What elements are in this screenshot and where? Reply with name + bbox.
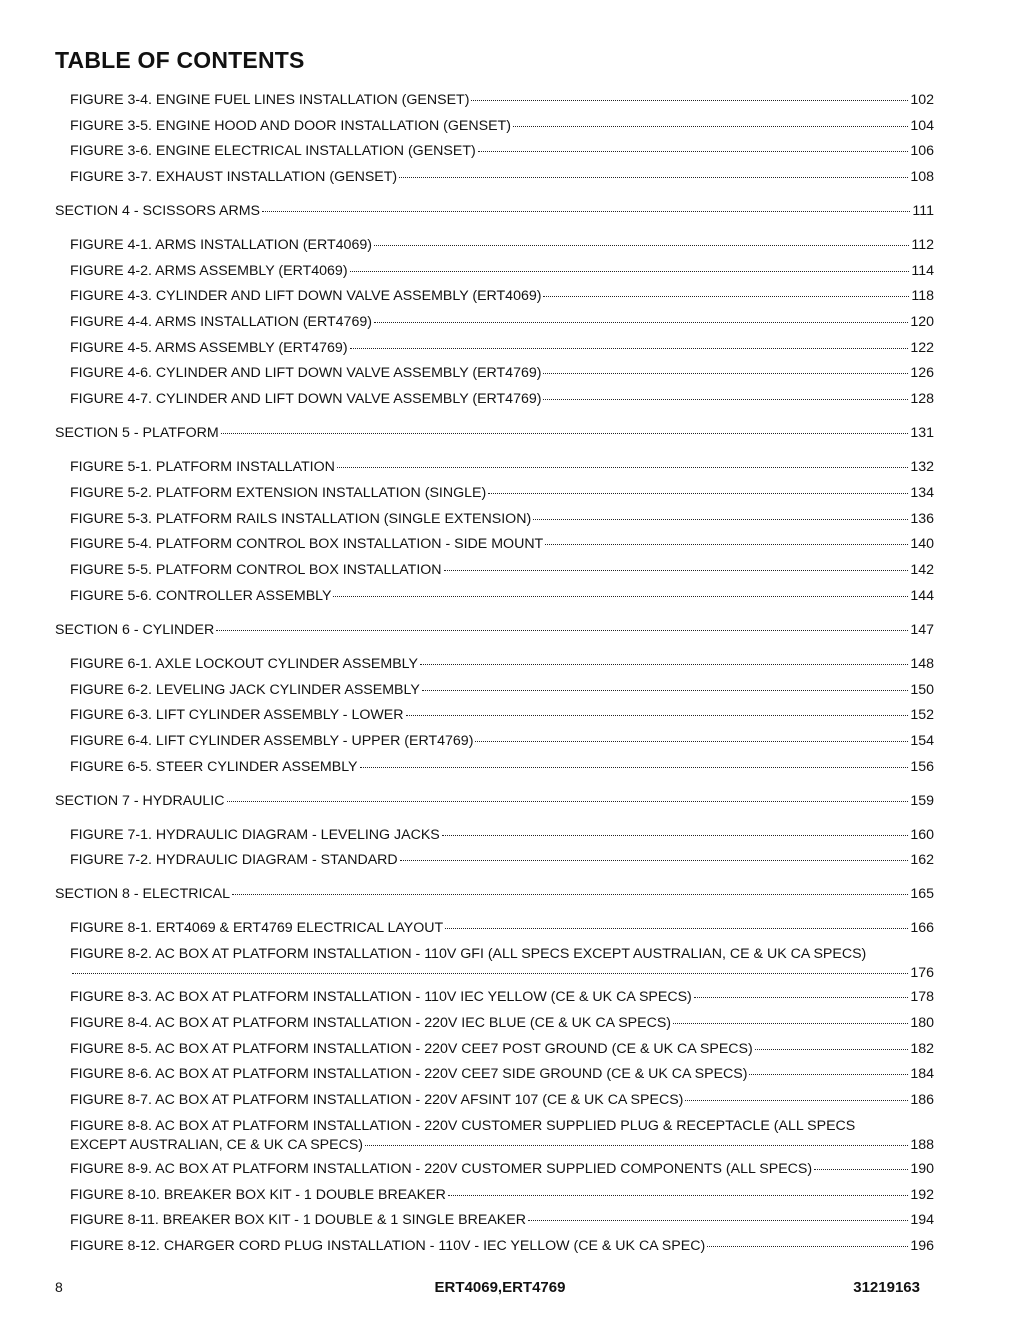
dot-leader <box>262 211 910 212</box>
toc-figure-entry[interactable] <box>70 168 934 186</box>
dot-leader <box>749 1074 908 1075</box>
toc-entry-page: 196 <box>910 1238 934 1254</box>
dot-leader <box>528 1220 908 1221</box>
toc-entry-title: FIGURE 5-1. PLATFORM INSTALLATION <box>70 459 335 475</box>
dot-leader <box>400 860 909 861</box>
toc-figure-entry[interactable] <box>70 851 934 869</box>
toc-figure-entry[interactable] <box>70 1211 934 1229</box>
dot-leader <box>471 100 908 101</box>
toc-figure-entry[interactable] <box>70 1117 934 1155</box>
dot-leader <box>543 373 908 374</box>
toc-entry-page: 182 <box>910 1041 934 1057</box>
toc-figure-entry[interactable] <box>70 91 934 109</box>
toc-entry-title: FIGURE 8-12. CHARGER CORD PLUG INSTALLATION - 110V - IEC YELLOW (CE & UK CA SPEC) <box>70 1238 706 1254</box>
toc-figure-entry[interactable] <box>70 236 934 254</box>
toc-entry-title: SECTION 5 - PLATFORM <box>55 425 219 441</box>
dot-leader <box>543 296 909 297</box>
toc-section-entry[interactable] <box>55 424 934 442</box>
dot-leader <box>755 1049 909 1050</box>
dot-leader <box>420 664 908 665</box>
toc-entry-page: 140 <box>910 536 934 552</box>
toc-entry-title: FIGURE 7-1. HYDRAULIC DIAGRAM - LEVELING JACKS <box>70 827 440 843</box>
toc-entry-title: FIGURE 8-9. AC BOX AT PLATFORM INSTALLATION - 220V CUSTOMER SUPPLIED COMPONENTS (ALL SPECS) <box>70 1161 813 1177</box>
page-number: 8 <box>55 1279 63 1295</box>
toc-entry-page: 178 <box>910 989 934 1005</box>
toc-entry-page: 192 <box>910 1187 934 1203</box>
toc-entry-title-continued: EXCEPT AUSTRALIAN, CE & UK CA SPECS) <box>70 1137 364 1153</box>
toc-entry-title: FIGURE 3-4. ENGINE FUEL LINES INSTALLATION (GENSET) <box>70 92 470 108</box>
toc-figure-entry[interactable] <box>70 655 934 673</box>
toc-entry-page: 148 <box>910 656 934 672</box>
toc-section-entry[interactable] <box>55 885 934 903</box>
toc-entry-title: FIGURE 8-3. AC BOX AT PLATFORM INSTALLATION - 110V IEC YELLOW (CE & UK CA SPECS) <box>70 989 692 1005</box>
toc-entry-page: 136 <box>910 511 934 527</box>
toc-entry-page: 120 <box>910 314 934 330</box>
toc-figure-entry[interactable] <box>70 339 934 357</box>
toc-entry-page: 176 <box>910 965 934 981</box>
toc-entry-title: FIGURE 3-7. EXHAUST INSTALLATION (GENSET) <box>70 169 398 185</box>
toc-entry-page: 122 <box>910 340 934 356</box>
toc-entry-title: FIGURE 8-10. BREAKER BOX KIT - 1 DOUBLE BREAKER <box>70 1187 446 1203</box>
toc-figure-entry[interactable] <box>70 390 934 408</box>
toc-entry-page: 186 <box>910 1092 934 1108</box>
toc-figure-entry[interactable] <box>70 1040 934 1058</box>
toc-entry-page: 150 <box>910 682 934 698</box>
toc-entry-page: 132 <box>910 459 934 475</box>
toc-entry-page: 194 <box>910 1212 934 1228</box>
toc-entry-page: 108 <box>910 169 934 185</box>
dot-leader <box>707 1246 908 1247</box>
toc-figure-entry[interactable] <box>70 919 934 937</box>
toc-figure-entry[interactable] <box>70 364 934 382</box>
dot-leader <box>543 399 908 400</box>
dot-leader <box>337 467 908 468</box>
toc-entry-page: 114 <box>911 263 934 279</box>
toc-entry-title: SECTION 7 - HYDRAULIC <box>55 793 225 809</box>
toc-entry-title: FIGURE 8-1. ERT4069 & ERT4769 ELECTRICAL LAYOUT <box>70 920 444 936</box>
toc-figure-entry[interactable] <box>70 142 934 160</box>
toc-entry-title: FIGURE 8-5. AC BOX AT PLATFORM INSTALLATION - 220V CEE7 POST GROUND (CE & UK CA SPECS) <box>70 1041 753 1057</box>
toc-entry-title: FIGURE 8-8. AC BOX AT PLATFORM INSTALLATION - 220V CUSTOMER SUPPLIED PLUG & RECEPTACLE (ALL SPECS <box>70 1118 856 1134</box>
toc-figure-entry[interactable] <box>70 758 934 776</box>
toc-entry-title: FIGURE 7-2. HYDRAULIC DIAGRAM - STANDARD <box>70 852 398 868</box>
dot-leader <box>374 245 909 246</box>
toc-figure-entry[interactable] <box>70 287 934 305</box>
toc-entry-page: 160 <box>910 827 934 843</box>
toc-figure-entry[interactable] <box>70 587 934 605</box>
toc-entry-title: FIGURE 5-3. PLATFORM RAILS INSTALLATION (SINGLE EXTENSION) <box>70 511 532 527</box>
dot-leader <box>694 997 909 998</box>
dot-leader <box>513 126 908 127</box>
dot-leader <box>365 1145 908 1146</box>
dot-leader <box>444 570 909 571</box>
toc-figure-entry[interactable] <box>70 1091 934 1109</box>
document-number: 31219163 <box>853 1279 920 1296</box>
toc-entry-title: FIGURE 6-3. LIFT CYLINDER ASSEMBLY - LOWER <box>70 707 404 723</box>
toc-figure-entry[interactable] <box>70 1160 934 1178</box>
toc-entry-page: 131 <box>910 425 934 441</box>
dot-leader <box>533 519 908 520</box>
toc-entry-title: FIGURE 4-7. CYLINDER AND LIFT DOWN VALVE ASSEMBLY (ERT4769) <box>70 391 542 407</box>
dot-leader <box>673 1023 908 1024</box>
toc-figure-entry[interactable] <box>70 262 934 280</box>
dot-leader <box>478 151 909 152</box>
dot-leader <box>374 322 908 323</box>
toc-entry-page: 184 <box>910 1066 934 1082</box>
dot-leader <box>545 544 908 545</box>
toc-entry-page: 128 <box>910 391 934 407</box>
toc-figure-entry[interactable] <box>70 1065 934 1083</box>
model-names: ERT4069,ERT4769 <box>434 1279 566 1296</box>
dot-leader <box>814 1169 908 1170</box>
toc-figure-entry[interactable] <box>70 313 934 331</box>
toc-entry-title: SECTION 4 - SCISSORS ARMS <box>55 203 260 219</box>
toc-entry-page: 162 <box>910 852 934 868</box>
toc-entry-page: 112 <box>911 237 934 253</box>
toc-figure-entry[interactable] <box>70 1014 934 1032</box>
dot-leader <box>221 433 909 434</box>
dot-leader <box>72 973 908 974</box>
toc-entry-title: FIGURE 5-5. PLATFORM CONTROL BOX INSTALLATION <box>70 562 442 578</box>
dot-leader <box>350 348 909 349</box>
toc-entry-title: SECTION 6 - CYLINDER <box>55 622 215 638</box>
dot-leader <box>442 835 909 836</box>
toc-entry-page: 152 <box>910 707 934 723</box>
toc-figure-entry[interactable] <box>70 535 934 553</box>
dot-leader <box>232 894 908 895</box>
toc-entry-page: 142 <box>910 562 934 578</box>
toc-entry-title: FIGURE 5-2. PLATFORM EXTENSION INSTALLATION (SINGLE) <box>70 485 487 501</box>
dot-leader <box>448 1195 909 1196</box>
toc-entry-page: 165 <box>910 886 934 902</box>
toc-entry-title: FIGURE 8-4. AC BOX AT PLATFORM INSTALLATION - 220V IEC BLUE (CE & UK CA SPECS) <box>70 1015 672 1031</box>
toc-entry-page: 111 <box>912 203 934 219</box>
dot-leader <box>399 177 908 178</box>
toc-figure-entry[interactable] <box>70 732 934 750</box>
toc-figure-entry[interactable] <box>70 458 934 476</box>
dot-leader <box>406 715 909 716</box>
toc-entry-page: 104 <box>910 118 934 134</box>
toc-entry-title: FIGURE 4-1. ARMS INSTALLATION (ERT4069) <box>70 237 372 253</box>
toc-entry-title: FIGURE 3-6. ENGINE ELECTRICAL INSTALLATION (GENSET) <box>70 143 476 159</box>
dot-leader <box>227 801 909 802</box>
dot-leader <box>685 1100 908 1101</box>
toc-entry-page: 180 <box>910 1015 934 1031</box>
toc-figure-entry[interactable] <box>70 1237 934 1255</box>
toc-figure-entry[interactable] <box>70 706 934 724</box>
toc-entry-title: SECTION 8 - ELECTRICAL <box>55 886 231 902</box>
toc-entry-page: 190 <box>910 1161 934 1177</box>
toc-section-entry[interactable] <box>55 621 934 639</box>
toc-entry-title: FIGURE 8-11. BREAKER BOX KIT - 1 DOUBLE & 1 SINGLE BREAKER <box>70 1212 526 1228</box>
dot-leader <box>350 271 910 272</box>
toc-entry-page: 102 <box>910 92 934 108</box>
toc-figure-entry[interactable] <box>70 117 934 135</box>
toc-section-entry[interactable] <box>55 202 934 220</box>
toc-entry-page: 156 <box>910 759 934 775</box>
toc-entry-title: FIGURE 4-3. CYLINDER AND LIFT DOWN VALVE ASSEMBLY (ERT4069) <box>70 288 542 304</box>
dot-leader <box>445 928 908 929</box>
toc-entry-title: FIGURE 5-4. PLATFORM CONTROL BOX INSTALLATION - SIDE MOUNT <box>70 536 544 552</box>
toc-figure-entry[interactable] <box>70 681 934 699</box>
toc-figure-entry[interactable] <box>70 988 934 1006</box>
toc-entry-title: FIGURE 5-6. CONTROLLER ASSEMBLY <box>70 588 332 604</box>
dot-leader <box>422 690 909 691</box>
dot-leader <box>360 767 909 768</box>
toc-section-entry[interactable] <box>55 792 934 810</box>
toc-figure-entry[interactable] <box>70 484 934 502</box>
toc-entry-title: FIGURE 6-2. LEVELING JACK CYLINDER ASSEMBLY <box>70 682 420 698</box>
toc-entry-page: 106 <box>910 143 934 159</box>
toc-figure-entry[interactable] <box>70 945 934 983</box>
toc-entry-title: FIGURE 3-5. ENGINE HOOD AND DOOR INSTALLATION (GENSET) <box>70 118 511 134</box>
dot-leader <box>333 596 908 597</box>
toc-entry-title: FIGURE 4-2. ARMS ASSEMBLY (ERT4069) <box>70 263 348 279</box>
toc-entry-page: 144 <box>910 588 934 604</box>
toc-entry-page: 154 <box>910 733 934 749</box>
toc-figure-entry[interactable] <box>70 1186 934 1204</box>
toc-entry-title: FIGURE 4-6. CYLINDER AND LIFT DOWN VALVE ASSEMBLY (ERT4769) <box>70 365 542 381</box>
toc-entry-page: 134 <box>910 485 934 501</box>
toc-entry-title: FIGURE 6-5. STEER CYLINDER ASSEMBLY <box>70 759 358 775</box>
dot-leader <box>488 493 908 494</box>
page-title: TABLE OF CONTENTS <box>55 47 305 73</box>
toc-entry-page: 188 <box>910 1137 934 1153</box>
toc-entry-title: FIGURE 6-4. LIFT CYLINDER ASSEMBLY - UPPER (ERT4769) <box>70 733 474 749</box>
toc-entry-page: 126 <box>910 365 934 381</box>
dot-leader <box>475 741 908 742</box>
toc-entry-page: 118 <box>911 288 934 304</box>
toc-figure-entry[interactable] <box>70 561 934 579</box>
toc-entry-title: FIGURE 4-4. ARMS INSTALLATION (ERT4769) <box>70 314 372 330</box>
toc-entry-title: FIGURE 6-1. AXLE LOCKOUT CYLINDER ASSEMBLY <box>70 656 418 672</box>
toc-figure-entry[interactable] <box>70 826 934 844</box>
toc-entry-title: FIGURE 4-5. ARMS ASSEMBLY (ERT4769) <box>70 340 348 356</box>
dot-leader <box>216 630 908 631</box>
toc-entry-page: 147 <box>910 622 934 638</box>
toc-entry-page: 166 <box>910 920 934 936</box>
toc-figure-entry[interactable] <box>70 510 934 528</box>
toc-entry-title: FIGURE 8-6. AC BOX AT PLATFORM INSTALLATION - 220V CEE7 SIDE GROUND (CE & UK CA SPECS) <box>70 1066 748 1082</box>
toc-entry-page: 159 <box>910 793 934 809</box>
toc-entry-title: FIGURE 8-2. AC BOX AT PLATFORM INSTALLATION - 110V GFI (ALL SPECS EXCEPT AUSTRALIAN, CE & UK CA SPECS) <box>70 946 867 962</box>
toc-entry-title: FIGURE 8-7. AC BOX AT PLATFORM INSTALLATION - 220V AFSINT 107 (CE & UK CA SPECS) <box>70 1092 684 1108</box>
